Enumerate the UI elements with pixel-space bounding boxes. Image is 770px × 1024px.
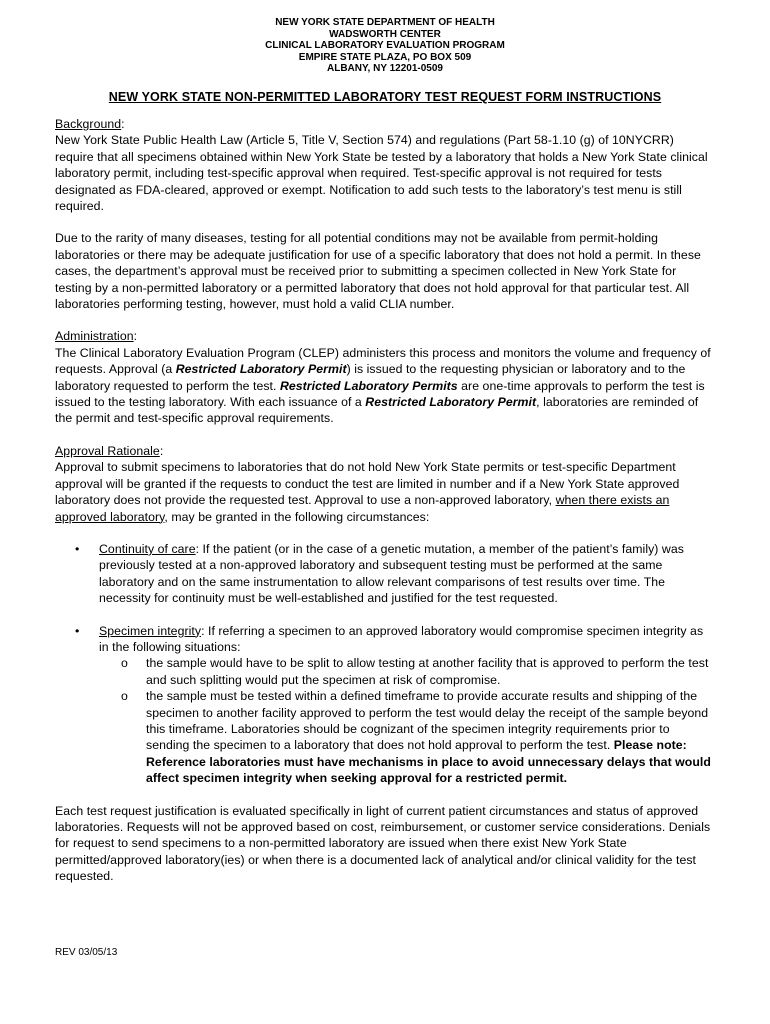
administration-heading-line: Administration: (55, 329, 138, 344)
letterhead-center: WADSWORTH CENTER (329, 28, 441, 40)
sub-item-split-text: the sample would have to be split to allow testing at another facility that is approved to perform the test and such splitting would put the specimen at risk of compromise. (146, 656, 709, 687)
integrity-text: : If referring a specimen to an approved laboratory would compromise specimen integrity as in the following situations: (99, 623, 704, 654)
revision-date: REV 03/05/13 (55, 947, 118, 958)
list-item-integrity (55, 623, 715, 787)
letterhead-city: ALBANY, NY 12201-0509 (327, 63, 443, 75)
background-paragraph-2: Due to the rarity of many diseases, testing for all potential conditions may not be available from permit-holding laboratories or there may be adequate justification for use of a specific laboratory that does not hold a permit. In these cases, the department’s approval must be received prior to submitting a specimen collected in New York State for testing by a non-permitted laboratory or a permitted laboratory that does not hold approval for that particular test. All laboratories performing testing, however, must hold a valid CLIA number. (55, 231, 701, 312)
approval-heading: Approval Rationale (55, 443, 160, 458)
letterhead (55, 17, 715, 75)
approved-lab-phrase: when there exists an approved laboratory (55, 493, 670, 524)
circumstances-list (55, 541, 715, 787)
approval-paragraph (55, 459, 715, 525)
background-paragraph-1: New York State Public Health Law (Article 5, Title V, Section 574) and regulations (Part 58-1.10 (g) of 10NYCRR) require that all specimens obtained within New York State be tested by a laboratory that holds a New York State clinical laboratory permit, including test-specific approval when required. Test-specific approval is not required for tests designated as FDA-cleared, approved or exempt. Notification to add such tests to the laboratory’s test menu is still required. (55, 133, 708, 213)
sublist-item-timeframe (99, 688, 715, 786)
document-page (55, 17, 715, 885)
integrity-sublist (99, 655, 715, 786)
integrity-label: Specimen integrity (99, 623, 202, 638)
administration-text-3: are one-time approvals to perform the test is issued to the testing laboratory. With each issuance of a (55, 378, 705, 410)
restricted-permit-term-1: Restricted Laboratory Permit (175, 362, 347, 377)
background-heading-line: Background: (55, 116, 125, 131)
list-item-continuity (55, 541, 715, 607)
letterhead-program: CLINICAL LABORATORY EVALUATION PROGRAM (265, 40, 505, 52)
letterhead-address: EMPIRE STATE PLAZA, PO BOX 509 (298, 51, 472, 63)
administration-paragraph (55, 345, 715, 427)
sub-bullet-icon: o (121, 656, 128, 671)
approval-heading-line: Approval Rationale: (55, 443, 164, 458)
letterhead-department: NEW YORK STATE DEPARTMENT OF HEALTH (275, 17, 495, 28)
administration-section (55, 328, 715, 426)
sublist-item-split (99, 655, 715, 688)
background-heading: Background (55, 116, 122, 131)
administration-text-1: The Clinical Laboratory Evaluation Program (CLEP) administers this process and monitors the volume and frequency of requests. Approval (a (55, 345, 711, 377)
approval-text-1: Approval to submit specimens to laboratories that do not hold New York State permits or test-specific Department approval will be granted if the requests to conduct the test are limited in number and if a New York State approved laboratory does not provide the requested test. Approval to use a non-approved laboratory, (55, 460, 680, 508)
closing-paragraph: Each test request justification is evaluated specifically in light of current patient circumstances and status of approved laboratories. Requests will not be approved based on cost, reimbursement, or customer service considerations. Denials for request to send specimens to a non-permitted laboratory are issued when there exist New York State permitted/approved laboratory(ies) or when there is a documented lack of analytical and/or clinical validity for the test requested. (55, 803, 711, 884)
restricted-permit-term-2: Restricted Laboratory Permits (279, 378, 458, 393)
administration-text-4: , laboratories are reminded of the permit and test-specific approval requirements. (55, 395, 699, 426)
approval-rationale-section (55, 443, 715, 787)
restricted-permit-term-3: Restricted Laboratory Permit (365, 395, 537, 410)
background-section (55, 116, 715, 312)
administration-heading: Administration (55, 329, 134, 344)
continuity-text: : If the patient (or in the case of a genetic mutation, a member of the patient’s family) was previously tested at a non-approved laboratory and subsequent testing must be performed at the same laboratory and on the same instrumentation to allow relevant comparisons of test results over time. The necessity for continuity must be well-established and justified for the test requested. (99, 541, 684, 606)
administration-text-2: ) is issued to the requesting physician or laboratory and to the laboratory requested to perform the test. (55, 362, 686, 393)
bullet-icon: • (75, 623, 80, 638)
approval-text-2: , may be granted in the following circumstances: (164, 509, 430, 524)
reference-lab-note: Please note: Reference laboratories must have mechanisms in place to avoid unnecessary delays that would affect specimen integrity when seeking approval for a restricted permit. (146, 738, 711, 786)
bullet-icon: • (75, 541, 80, 556)
sub-item-timeframe-text: the sample must be tested within a defined timeframe to provide accurate results and shipping of the specimen to another facility approved to perform the test would delay the receipt of the sample beyond this timeframe. Laboratories should be cognizant of the specimen integrity requirements prior to sending the specimen to a laboratory that does not hold approval to perform the test. (146, 689, 709, 753)
document-title: NEW YORK STATE NON-PERMITTED LABORATORY TEST REQUEST FORM INSTRUCTIONS (108, 89, 662, 104)
sub-bullet-icon: o (121, 689, 128, 704)
continuity-label: Continuity of care (99, 541, 196, 556)
